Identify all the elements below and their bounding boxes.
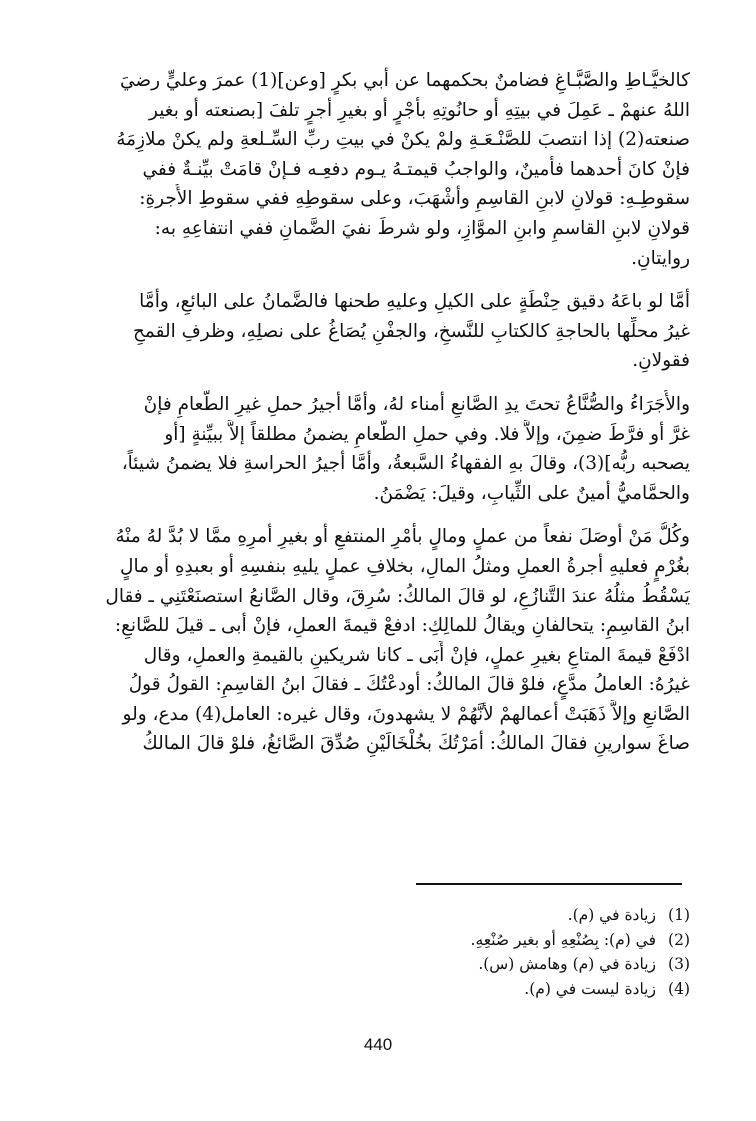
paragraph [62,287,690,376]
footnote-number: (2) [668,930,690,949]
footnote-number: (4) [668,979,690,998]
page-number: 440 [363,1035,393,1054]
paragraph [62,390,690,508]
main-text [62,66,690,773]
text-line: يَسْقُطُ مثلُهُ عندَ التَّنازُعِ، لو قالَ المالكُ: سُرِقَ، وقال الصَّانعُ استصنَعْتَنِي ـ فقال [105,585,690,607]
text-line: صنعته(2) إذا انتصبَ للصَّنْـعَـةِ ولمْ يكنْ في بيتِ ربِّ السِّـلعةِ ولم يكنْ ملازِمَهُ [116,129,690,151]
text-line: سقوطِـهِ: قولانِ لابنِ القاسِمِ وأشْهَبَ، وعلى سقوطِهِ ففي سقوطِ الأُجرةِ: [139,188,690,210]
text-line: فإنْ كانَ أحدهما فأمينٌ، والواجبُ قيمتـهُ يـوم دفعِـه فـإنْ قامَتْ بيِّنـةٌ ففي [142,158,690,180]
footnotes [360,903,690,1001]
text-line: روايتانِ. [631,247,690,269]
text-line: غرَّ أو فرَّطَ ضمِنَ، وإلاَّ فلا. وفي حملِ الطَّعامِ يضمنُ مطلقاً إلاَّ ببيِّنةٍ [أو [164,423,690,445]
text-line: بغُرْمٍ فعليهِ أجرةُ العملِ ومثلُ المالِ، بخلافِ عملٍ يليهِ بنفسِهِ أو بعبدِهِ أو مالٍ [120,555,690,577]
text-line: ابنُ القاسِمِ: يتحالفانِ ويقالُ للمالِكِ: ادفعْ قيمةَ العملِ، فإنْ أبى ـ قيلَ للصَّانعِ: [114,615,690,637]
text-line: يصحبه ربُّه](3)، وقالَ بهِ الفقهاءُ السَّبعةُ، وأمَّا أجيرُ الحراسةِ فلا يضمنُ شيئاً، [121,453,690,475]
footnote-text: زيادة ليست في (م). [524,979,656,998]
text-line: والحمَّاميُّ أمينٌ على الثِّيابِ، وقيلَ: يَضْمَنُ. [373,482,690,504]
footnote-text: زيادة في (م) وهامش (س). [478,955,656,973]
footnote [360,952,690,977]
paragraph [62,66,690,273]
footnote-number: (1) [668,906,690,924]
text-line: فقولانِ. [632,350,690,372]
footnote [360,977,690,1002]
footnote-text: في (م): بِصُنْعِهِ أو بغير صُنْعِهِ. [470,930,656,949]
footnote-text: زيادة في (م). [567,906,656,924]
text-line: وكُلُّ مَنْ أوصَلَ نفعاً من عملٍ ومالٍ بأمْرِ المنتفعِ أو بغيرِ أمرِهِ ممَّا لا بُدَّ لهُ منْهُ [115,526,690,548]
footnote [360,903,690,928]
footnote-divider [416,883,682,885]
text-line: كالخيَّـاطِ والصَّبَّـاغِ فضامنٌ بحكمهما عن أبي بكرٍ [وعن](1) عمرَ وعليٍّ رضيَ [119,70,690,91]
text-line: ادْفَعْ قيمةَ المتاعِ بغيرِ عملٍ، فإنْ أَبَى ـ كانا شريكينِ بالقيمةِ والعملِ، وقال [143,644,690,666]
text-line: الصَّانعِ وإلاَّ ذَهَبَتْ أعمالهمْ لأنَّهُمْ لا يشهدونَ، وقال غيره: العامل(4) مدع، ولو [122,703,690,725]
text-line: والأُجَرَاءُ والصُّنَّاعُ تحتَ يدِ الصَّانعِ أمناء لهُ، وأمَّا أجيرُ حملِ غيرِ الطَّعامِ فإنْ [143,393,690,415]
text-line: اللهُ عنهمْ ـ عَمِلَ في بيتِهِ أو حانُوتِهِ بأَجْرٍ أو بغيرِ أجرٍ تلفَ [بصنعته أو بغير [149,99,690,121]
footnote [360,928,690,953]
footnote-number: (3) [668,955,690,973]
text-line: صاغَ سوارينِ فقالَ المالكُ: أمَرْتُكَ بخُلْخَالَيْنِ صُدِّقَ الصَّائغُ، فلوْ قالَ المالكُ [142,733,690,755]
text-line: قولانِ لابنِ القاسمِ وابنِ الموَّازِ، ولو شرطَ نفيَ الضَّمانِ ففي انتفاعِهِ به: [154,217,690,239]
paragraph [62,522,690,759]
text-line: غيرُ محلِّها بالحاجةِ كالكتابِ للنَّسخِ، والجفْنِ يُصَاغُ على نصلِهِ، وظرفِ القمحِ [132,320,690,342]
text-line: أمَّا لو باعَهُ دقيق حِنْطَةٍ على الكيلِ وعليهِ طحنها فالضَّمانُ على البائعِ، وأمَّا [139,291,690,313]
text-line: غيرُهُ: العاملُ مدَّعٍ، فلوْ قالَ المالكُ: أودعْتُكَ ـ فقالَ ابنُ القاسِمِ: القولُ قولُ [128,674,690,696]
